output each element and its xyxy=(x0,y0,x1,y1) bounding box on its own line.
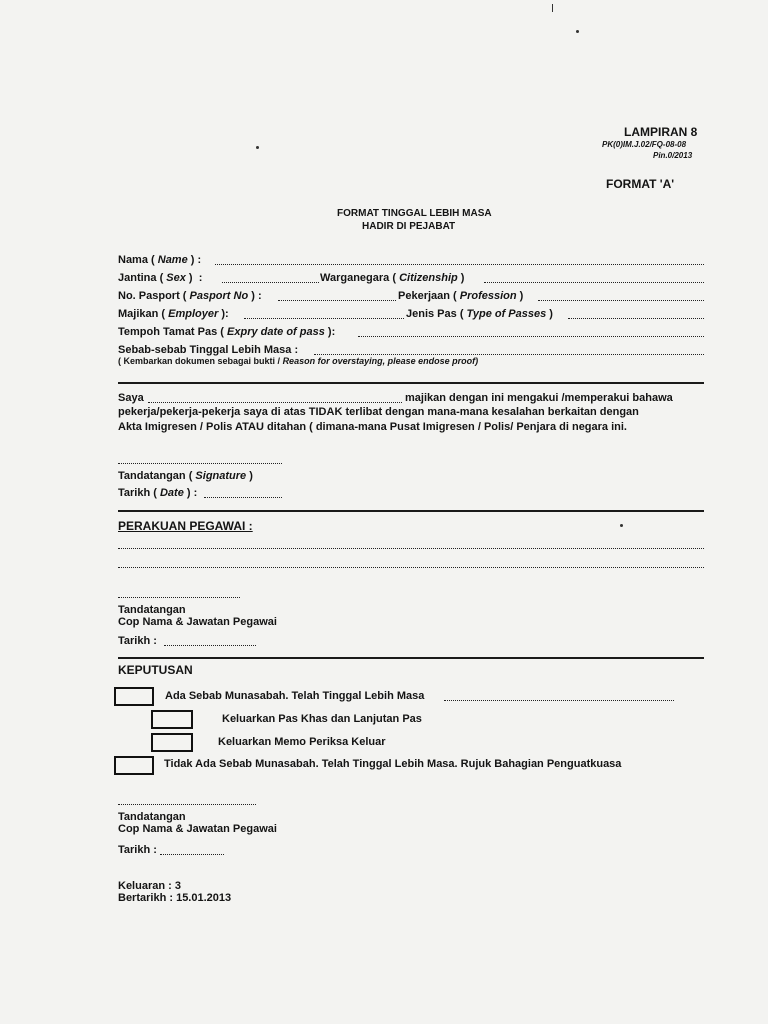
employer-name-fill-line[interactable] xyxy=(148,402,402,403)
officer-signature-line[interactable] xyxy=(118,597,240,598)
profession-fill-line[interactable] xyxy=(538,300,704,301)
officer-remark-line-1[interactable] xyxy=(118,548,704,549)
option2-label: Tidak Ada Sebab Munasabah. Telah Tinggal Lebih Masa. Rujuk Bahagian Penguatkuasa xyxy=(164,758,622,770)
decision-signature-line[interactable] xyxy=(118,804,256,805)
employer-date-label: Tarikh ( Date ) : xyxy=(118,487,198,499)
employer-label: Majikan ( Employer ): xyxy=(118,308,229,320)
option1-checkbox[interactable] xyxy=(114,687,154,706)
overstay-reason-label: Sebab-sebab Tinggal Lebih Masa : xyxy=(118,344,299,356)
section-divider xyxy=(118,657,704,659)
officer-remark-line-2[interactable] xyxy=(118,567,704,568)
pass-expiry-row[interactable] xyxy=(118,326,704,340)
overstay-reason-note: ( Kembarkan dokumen sebagai bukti / Reason for overstaying, please endose proof) xyxy=(118,356,479,366)
option1-fill-line[interactable] xyxy=(444,700,674,701)
name-field[interactable] xyxy=(118,254,704,268)
passport-label: No. Pasport ( Pasport No ) : xyxy=(118,290,262,302)
option1a-checkbox[interactable] xyxy=(151,710,193,729)
section-divider xyxy=(118,510,704,512)
officer-heading: PERAKUAN PEGAWAI : xyxy=(118,519,253,533)
decision-date-fill-line[interactable] xyxy=(160,854,224,855)
declaration-line1: majikan dengan ini mengakui /memperakui bahawa xyxy=(405,392,673,404)
option2-checkbox[interactable] xyxy=(114,756,154,775)
officer-signature-label: Tandatangan xyxy=(118,604,186,616)
pass-expiry-fill-line[interactable] xyxy=(358,336,704,337)
passport-profession-row[interactable] xyxy=(118,290,704,304)
employer-signature-line[interactable] xyxy=(118,463,282,464)
pass-expiry-label: Tempoh Tamat Pas ( Expry date of pass ): xyxy=(118,326,336,338)
scan-speck xyxy=(552,4,553,12)
decision-date-label: Tarikh : xyxy=(118,844,157,856)
declaration-line2: pekerja/pekerja-pekerja saya di atas TIDAK terlibat dengan mana-mana kesalahan berkaitan dengan xyxy=(118,406,639,418)
form-title: FORMAT TINGGAL LEBIH MASA xyxy=(337,208,492,219)
declaration-line3: Akta Imigresen / Polis ATAU ditahan ( dimana-mana Pusat Imigresen / Polis/ Penjara di negara ini. xyxy=(118,421,627,433)
lampiran-label: LAMPIRAN 8 xyxy=(624,125,698,139)
scan-speck xyxy=(576,30,579,33)
sex-citizenship-row[interactable] xyxy=(118,272,704,286)
reference-code: PK(0)IM.J.02/FQ-08-08 xyxy=(602,140,687,149)
option1-label: Ada Sebab Munasabah. Telah Tinggal Lebih Masa xyxy=(165,690,425,702)
option1b-checkbox[interactable] xyxy=(151,733,193,752)
decision-signature-label: Tandatangan xyxy=(118,811,186,823)
officer-stamp-label: Cop Nama & Jawatan Pegawai xyxy=(118,616,277,628)
format-label: FORMAT 'A' xyxy=(606,177,675,191)
pin-number: Pin.0/2013 xyxy=(653,151,693,160)
officer-date-fill-line[interactable] xyxy=(164,645,256,646)
decision-stamp-label: Cop Nama & Jawatan Pegawai xyxy=(118,823,277,835)
scan-speck xyxy=(620,524,623,527)
officer-date-label: Tarikh : xyxy=(118,635,157,647)
pass-type-fill-line[interactable] xyxy=(568,318,704,319)
sex-label: Jantina ( Sex ) : xyxy=(118,272,203,284)
section-divider xyxy=(118,382,704,384)
employer-passtype-row[interactable] xyxy=(118,308,704,322)
sex-fill-line[interactable] xyxy=(222,282,319,283)
pass-type-label: Jenis Pas ( Type of Passes ) xyxy=(406,308,553,320)
option1b-label: Keluarkan Memo Periksa Keluar xyxy=(218,736,386,748)
option1a-label: Keluarkan Pas Khas dan Lanjutan Pas xyxy=(222,713,422,725)
employer-fill-line[interactable] xyxy=(244,318,404,319)
declaration-saya: Saya xyxy=(118,392,144,404)
overstay-reason-fill-line[interactable] xyxy=(314,354,704,355)
form-subtitle: HADIR DI PEJABAT xyxy=(362,221,456,232)
employer-signature-label: Tandatangan ( Signature ) xyxy=(118,470,253,482)
citizenship-fill-line[interactable] xyxy=(484,282,704,283)
name-label: Nama ( Name ) : xyxy=(118,254,202,266)
citizenship-label: Warganegara ( Citizenship ) xyxy=(320,272,465,284)
employer-date-fill-line[interactable] xyxy=(204,497,282,498)
scan-speck xyxy=(256,146,259,149)
profession-label: Pekerjaan ( Profession ) xyxy=(398,290,524,302)
name-fill-line[interactable] xyxy=(215,264,704,265)
passport-fill-line[interactable] xyxy=(278,300,396,301)
issue-number: Keluaran : 3 xyxy=(118,880,181,892)
decision-heading: KEPUTUSAN xyxy=(118,663,193,677)
issue-date: Bertarikh : 15.01.2013 xyxy=(118,892,232,904)
